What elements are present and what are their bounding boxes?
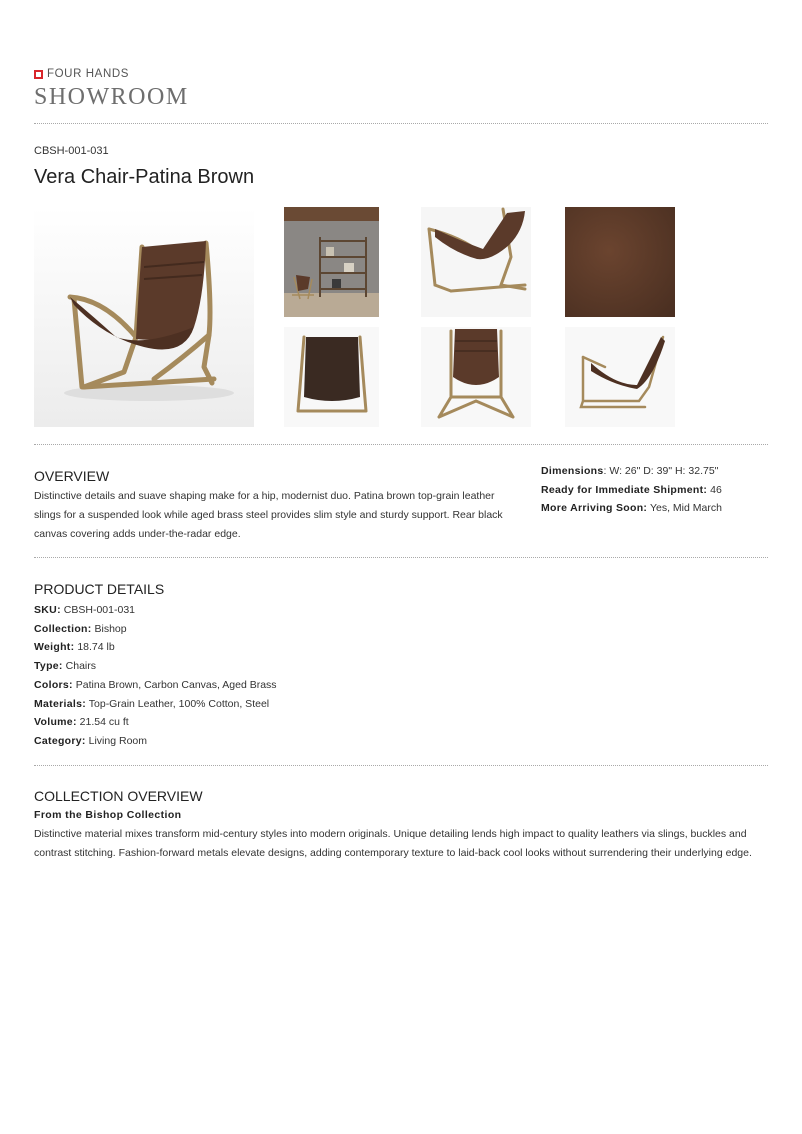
leather-swatch-image [565, 207, 675, 317]
room-scene-image [284, 207, 379, 317]
spec-ready [541, 481, 722, 500]
detail-value: 21.54 cu ft [76, 716, 129, 729]
chair-front-image [34, 207, 254, 427]
spec-label: More Arriving Soon: [541, 502, 648, 514]
product-code: CBSH-001-031 [34, 145, 109, 157]
detail-value: Patina Brown, Carbon Canvas, Aged Brass [72, 678, 277, 691]
detail-label: Colors: [34, 678, 73, 691]
product-title: Vera Chair-Patina Brown [34, 166, 255, 188]
detail-label: Materials: [34, 697, 87, 710]
overview-heading: OVERVIEW [34, 468, 110, 484]
brand-header [34, 68, 129, 80]
detail-value: Living Room [85, 734, 147, 747]
divider [34, 765, 768, 766]
chair-profile-image [565, 327, 675, 427]
detail-value: Top-Grain Leather, 100% Cotton, Steel [86, 697, 270, 710]
detail-label: Weight: [34, 641, 75, 654]
detail-value: Chairs [62, 660, 96, 673]
product-details-heading: PRODUCT DETAILS [34, 581, 165, 597]
detail-collection [34, 620, 277, 639]
detail-value: Bishop [91, 622, 127, 635]
detail-materials [34, 695, 277, 714]
detail-category [34, 732, 277, 751]
overview-text: Distinctive details and suave shaping make for a hip, modernist duo. Patina brown top-grain leather slings for a suspended look while aged brass steel provides slim style and sturdy support. Rear black canvas covering adds under-the-radar edge. [34, 490, 503, 540]
spec-label: Ready for Immediate Shipment: [541, 484, 708, 496]
detail-volume [34, 713, 277, 732]
detail-value: 18.74 lb [74, 641, 115, 654]
spec-dimensions [541, 462, 718, 481]
showroom-wordmark: SHOWROOM [34, 84, 189, 110]
chair-side-image [421, 207, 531, 317]
chair-back-image [284, 327, 379, 427]
detail-sku [34, 601, 277, 620]
brand-name: FOUR HANDS [47, 68, 130, 80]
product-details-list [34, 601, 277, 751]
spec-value: 46 [707, 484, 722, 496]
divider [34, 557, 768, 558]
detail-label: Type: [34, 660, 63, 673]
detail-label: Volume: [34, 716, 77, 729]
detail-colors [34, 676, 277, 695]
spec-value: Yes, Mid March [647, 502, 722, 514]
spec-value: : W: 26" D: 39" H: 32.75" [603, 465, 719, 477]
collection-overview-heading: COLLECTION OVERVIEW [34, 788, 203, 804]
collection-text: Distinctive material mixes transform mid-century styles into modern originals. Unique detailing lends high impact to quality leathers via slings, buckles and contrast stitching. Fashion-forward metals elevate designs, adding contemporary texture to laid-back cool looks without surrendering their underlying edge. [34, 828, 752, 859]
divider [34, 123, 768, 124]
collection-subheading: From the Bishop Collection [34, 809, 182, 821]
chair-front-view-image [421, 327, 531, 427]
detail-value: CBSH-001-031 [60, 604, 135, 616]
divider [34, 444, 768, 445]
detail-type [34, 657, 277, 676]
detail-label: SKU: [34, 604, 61, 616]
detail-weight [34, 638, 277, 657]
detail-label: Collection: [34, 622, 92, 635]
spec-arriving [541, 499, 722, 518]
detail-label: Category: [34, 734, 86, 747]
brand-logo-icon [34, 70, 43, 79]
spec-label: Dimensions [541, 465, 604, 477]
